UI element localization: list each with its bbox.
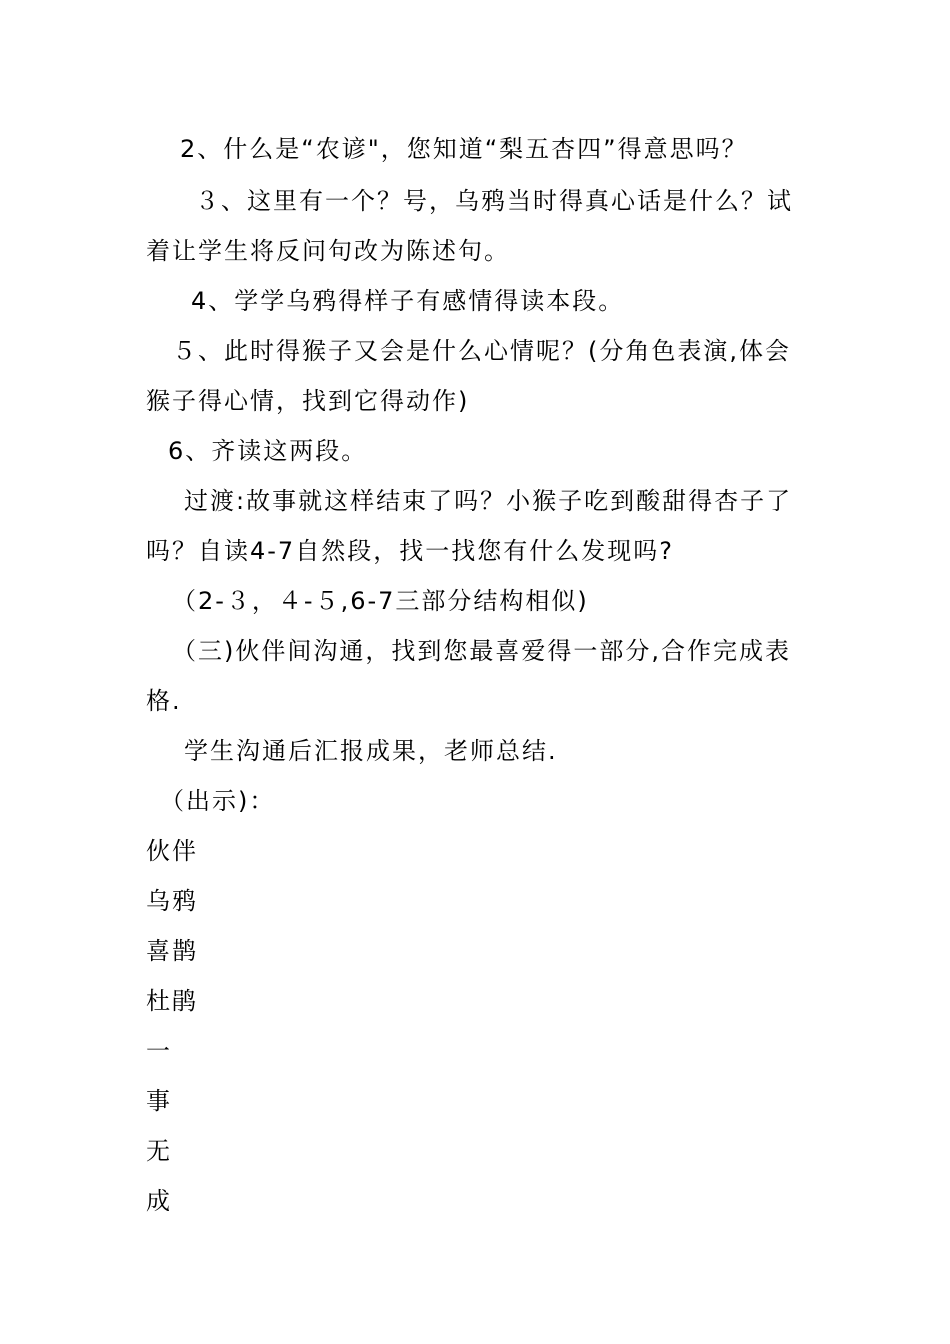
list-item-char-2: 事: [146, 1087, 172, 1115]
question-5-line-2: 猴子得心情，找到它得动作): [146, 387, 470, 415]
question-3-line-2: 着让学生将反问句改为陈述句。: [146, 237, 510, 265]
list-item-char-4: 成: [146, 1187, 172, 1215]
transition-line-1: 过渡:故事就这样结束了吗？小猴子吃到酸甜得杏子了: [184, 487, 793, 515]
list-item-partner: 伙伴: [146, 837, 198, 865]
summary-line: 学生沟通后汇报成果，老师总结.: [184, 737, 558, 765]
list-item-char-3: 无: [146, 1137, 172, 1165]
question-5-line-1: ５、此时得猴子又会是什么心情呢？(分角色表演,体会: [172, 337, 791, 365]
transition-line-2: 吗？自读4-7自然段，找一找您有什么发现吗?: [146, 537, 674, 565]
list-item-cuckoo: 杜鹃: [146, 987, 198, 1015]
list-item-magpie: 喜鹊: [146, 937, 198, 965]
question-2-line: 2、什么是“农谚"，您知道“梨五杏四”得意思吗？: [180, 135, 748, 163]
question-6-line: 6、齐读这两段。: [168, 437, 368, 465]
question-3-line-1: ３、这里有一个？号，乌鸦当时得真心话是什么？试: [195, 187, 793, 215]
section-three-line-2: 格.: [146, 687, 182, 715]
structure-note-line: （2-３，４-５,6-7三部分结构相似): [172, 587, 589, 615]
display-heading: （出示)：: [160, 787, 276, 815]
section-three-line-1: （三)伙伴间沟通，找到您最喜爱得一部分,合作完成表: [172, 637, 791, 665]
list-item-char-1: 一: [146, 1037, 172, 1065]
list-item-crow: 乌鸦: [146, 887, 198, 915]
question-4-line: 4、学学乌鸦得样子有感情得读本段。: [191, 287, 625, 315]
